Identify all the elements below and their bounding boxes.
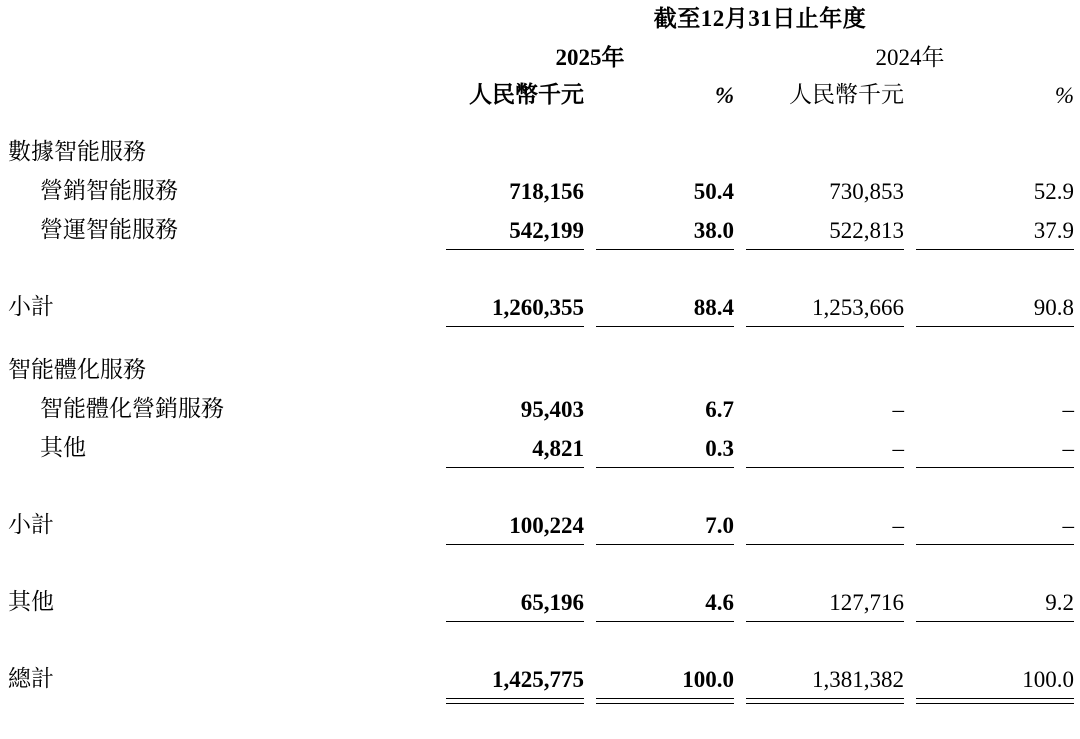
row-value-2024: 730,853 [829, 179, 904, 204]
rule-cell-double [910, 695, 1080, 704]
header-year-current: 2025年 [555, 45, 625, 70]
row-pct-2025: 0.3 [705, 436, 734, 461]
rule-cell-double [740, 695, 910, 704]
other-row [0, 567, 1080, 618]
grand-total-label: 總計 [8, 666, 54, 691]
grand-total-pct-2025: 100.0 [682, 667, 734, 692]
table-row [0, 168, 1080, 207]
subtotal-pct-2024: 90.8 [1033, 295, 1074, 320]
subtotal-pct-2024: – [1062, 513, 1074, 538]
row-value-2024: 522,813 [829, 218, 904, 243]
spacer-row [0, 545, 1080, 567]
row-value-2025: 95,403 [520, 397, 584, 422]
header-empty-cell [0, 0, 440, 39]
section-title-row [0, 119, 1080, 168]
row-label: 其他 [40, 435, 86, 460]
section-title-row [0, 337, 1080, 386]
row-pct-2024: 52.9 [1033, 179, 1074, 204]
row-value-2025: 718,156 [509, 179, 584, 204]
subtotal-value-2024: 1,253,666 [812, 295, 904, 320]
section-title-agentic: 智能體化服務 [8, 357, 146, 382]
subtotal-pct-2025: 88.4 [693, 295, 734, 320]
spacer-row [0, 468, 1080, 490]
rule-cell-double [440, 695, 590, 704]
grand-total-row [0, 644, 1080, 695]
header-pct-current: % [714, 83, 734, 108]
section-title-data-intelligence: 數據智能服務 [8, 139, 146, 164]
row-value-2024: – [892, 397, 904, 422]
other-label: 其他 [8, 589, 54, 614]
header-empty-cell-2 [0, 39, 440, 76]
header-period-row [0, 0, 1080, 39]
rule-row-double [0, 695, 1080, 704]
row-pct-2025: 38.0 [693, 218, 734, 243]
subtotal-pct-2025: 7.0 [705, 513, 734, 538]
subtotal-row [0, 490, 1080, 541]
row-label: 營銷智能服務 [40, 178, 178, 203]
row-label: 智能體化營銷服務 [40, 396, 224, 421]
spacer-row [0, 250, 1080, 272]
row-label: 營運智能服務 [40, 217, 178, 242]
grand-total-value-2025: 1,425,775 [492, 667, 584, 692]
subtotal-label: 小計 [8, 294, 54, 319]
row-value-2024: – [892, 436, 904, 461]
subtotal-value-2025: 100,224 [509, 513, 584, 538]
header-year-row [0, 39, 1080, 76]
subtotal-label: 小計 [8, 512, 54, 537]
subtotal-row [0, 272, 1080, 323]
rule-cell-double [590, 695, 740, 704]
other-pct-2025: 4.6 [705, 590, 734, 615]
header-pct-prior: % [1054, 83, 1074, 108]
grand-total-pct-2024: 100.0 [1022, 667, 1074, 692]
subtotal-value-2024: – [892, 513, 904, 538]
grand-total-value-2024: 1,381,382 [812, 667, 904, 692]
other-value-2024: 127,716 [829, 590, 904, 615]
header-unit-current: 人民幣千元 [469, 82, 584, 107]
row-pct-2024: – [1062, 397, 1074, 422]
spacer-row [0, 327, 1080, 337]
table-row [0, 386, 1080, 425]
header-unit-prior: 人民幣千元 [789, 82, 904, 107]
subtotal-value-2025: 1,260,355 [492, 295, 584, 320]
other-pct-2024: 9.2 [1045, 590, 1074, 615]
header-unit-row [0, 76, 1080, 119]
header-period-title: 截至12月31日止年度 [653, 6, 867, 31]
row-pct-2024: – [1062, 436, 1074, 461]
row-value-2025: 4,821 [532, 436, 584, 461]
spacer-row [0, 622, 1080, 644]
table-row [0, 207, 1080, 246]
row-value-2025: 542,199 [509, 218, 584, 243]
header-year-prior: 2024年 [875, 45, 945, 70]
table-row [0, 425, 1080, 464]
row-pct-2024: 37.9 [1033, 218, 1074, 243]
row-pct-2025: 50.4 [693, 179, 734, 204]
header-empty-cell-3 [0, 76, 440, 119]
row-pct-2025: 6.7 [705, 397, 734, 422]
other-value-2025: 65,196 [520, 590, 584, 615]
